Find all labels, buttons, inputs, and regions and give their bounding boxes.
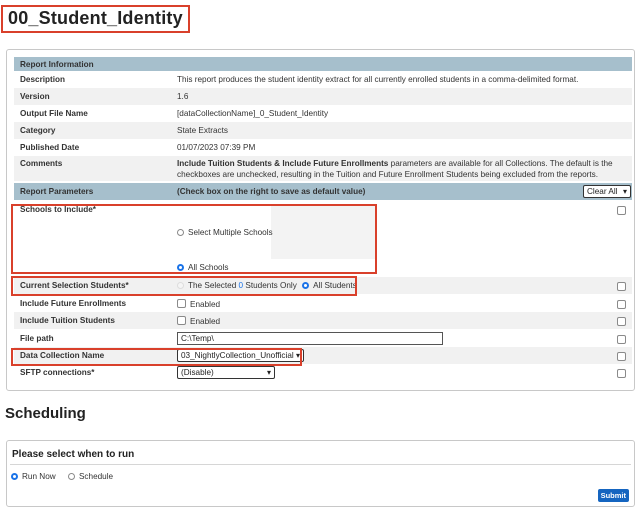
comments-line-2: checkboxes are unchecked, resulting in the Tuition and Future Enrollment Students being excluded from the reports. (177, 170, 598, 179)
data-collection-value: 03_NightlyCollection_Unofficial (181, 351, 294, 360)
published-row (14, 139, 632, 156)
published-value: 01/07/2023 07:39 PM (177, 143, 256, 152)
tuition-row (14, 312, 632, 329)
description-label: Description (20, 75, 66, 84)
submit-button[interactable]: Submit (598, 489, 629, 502)
comments-label: Comments (20, 159, 63, 168)
highlight-schools (11, 204, 377, 274)
future-enrollments-checkbox[interactable] (177, 299, 186, 308)
page-title-box (1, 5, 190, 33)
report-info-header (14, 57, 632, 71)
schools-label: Schools to Include* (20, 205, 96, 214)
output-file-label: Output File Name (20, 109, 88, 118)
category-value: State Extracts (177, 126, 228, 135)
future-enrollments-row (14, 295, 632, 312)
comments-row (14, 156, 632, 181)
selected-prefix: The Selected (188, 281, 239, 290)
future-enrollments-label: Include Future Enrollments (20, 299, 126, 308)
comments-bold: Include Tuition Students & Include Future Enrollments (177, 159, 389, 168)
future-enrollments-enabled: Enabled (190, 300, 221, 309)
all-schools-label: All Schools (188, 263, 229, 272)
tuition-option[interactable] (177, 316, 220, 326)
report-info-title: Report Information (20, 60, 94, 69)
scheduling-divider (10, 464, 631, 465)
data-collection-label: Data Collection Name (20, 351, 105, 360)
schedule-label: Schedule (78, 472, 114, 481)
chevron-down-icon: ▾ (622, 187, 627, 196)
comments-rest: parameters are available for all Collections. The default is the (388, 159, 613, 168)
schedule-option[interactable] (68, 472, 113, 481)
future-enrollments-option[interactable] (177, 299, 220, 309)
version-label: Version (20, 92, 50, 101)
filepath-row (14, 330, 632, 347)
tuition-enabled: Enabled (190, 317, 221, 326)
report-params-header (14, 183, 632, 200)
report-panel (6, 49, 635, 391)
sftp-label: SFTP connections* (20, 368, 95, 377)
tuition-label: Include Tuition Students (20, 316, 115, 325)
future-default-checkbox[interactable] (617, 300, 626, 309)
clear-all-value: Clear All (587, 187, 618, 196)
schools-default-checkbox[interactable] (617, 206, 626, 215)
run-now-option[interactable] (11, 472, 56, 481)
description-row (14, 71, 632, 88)
output-file-row (14, 105, 632, 122)
report-params-title: Report Parameters (20, 187, 94, 196)
chevron-down-icon: ▾ (295, 351, 300, 360)
highlight-current-selection (11, 276, 357, 296)
chevron-down-icon: ▾ (266, 368, 271, 377)
filepath-label: File path (20, 334, 54, 343)
sftp-default-checkbox[interactable] (617, 369, 626, 378)
schedule-radio[interactable] (68, 473, 75, 480)
filepath-default-checkbox[interactable] (617, 335, 626, 344)
filepath-input[interactable]: C:\Temp\ (177, 332, 443, 345)
data-collection-default-checkbox[interactable] (617, 352, 626, 361)
current-selection-label: Current Selection Students* (20, 281, 129, 290)
run-now-radio[interactable] (11, 473, 18, 480)
report-params-hint: (Check box on the right to save as default value) (177, 187, 366, 196)
sftp-select[interactable] (177, 366, 275, 379)
selected-suffix: Students Only (243, 281, 297, 290)
sftp-row (14, 364, 632, 381)
tuition-checkbox[interactable] (177, 316, 186, 325)
category-row (14, 122, 632, 139)
version-value: 1.6 (177, 92, 189, 101)
select-multiple-label: Select Multiple Schools (188, 228, 273, 237)
current-selection-default-checkbox[interactable] (617, 282, 626, 291)
run-now-label: Run Now (22, 472, 56, 481)
scheduling-heading: Scheduling (5, 405, 86, 422)
category-label: Category (20, 126, 56, 135)
sftp-value: (Disable) (181, 368, 214, 377)
published-label: Published Date (20, 143, 80, 152)
highlight-data-collection (11, 348, 302, 366)
all-students-label: All Students (313, 281, 357, 290)
description-value: This report produces the student identity extract for all currently enrolled students in a comma-delimited format. (177, 75, 579, 84)
tuition-default-checkbox[interactable] (617, 317, 626, 326)
clear-all-select[interactable] (583, 185, 631, 198)
version-row (14, 88, 632, 105)
page-title: 00_Student_Identity (8, 8, 183, 28)
comments-line-1 (177, 159, 613, 168)
scheduling-prompt: Please select when to run (12, 449, 135, 460)
output-file-value: [dataCollectionName]_0_Student_Identity (177, 109, 329, 118)
selected-count-link[interactable]: 0 (238, 281, 244, 290)
run-options (11, 472, 113, 481)
scheduling-panel (6, 440, 635, 507)
